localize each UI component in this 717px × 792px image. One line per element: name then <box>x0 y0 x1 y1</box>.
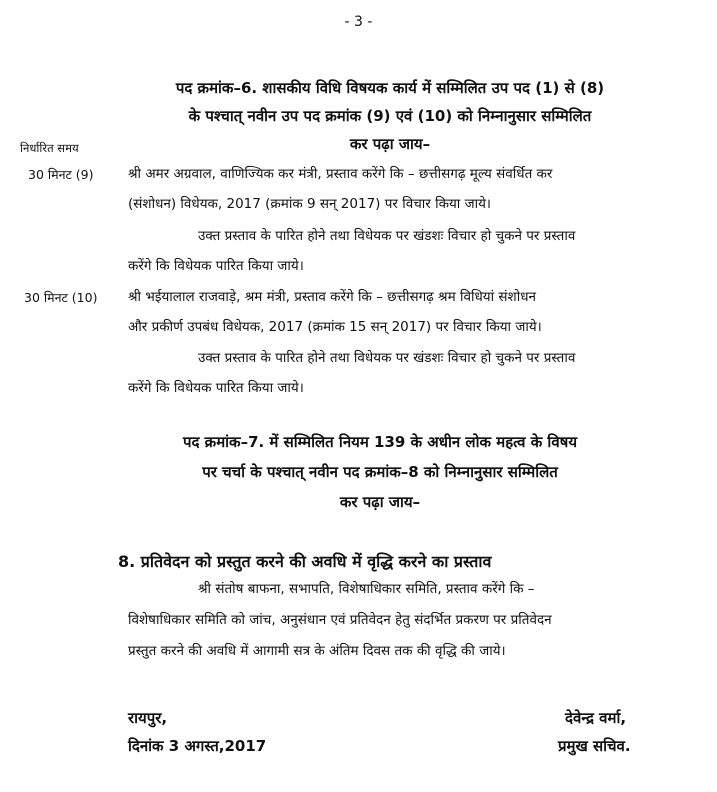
item-10-followup-line-2: करेंगे कि विधेयक पारित किया जाये। <box>128 380 304 396</box>
signatory-name: देवेन्द्र वर्मा, <box>565 709 627 727</box>
section3-line-2: विशेषाधिकार समिति को जांच, अनुसंधान एवं प्रतिवेदन हेतु संदर्भित प्रकरण पर प्रतिवेदन <box>128 612 552 628</box>
time-column-label: निर्धारित समय <box>20 141 79 155</box>
section3-line-1: श्री संतोष बाफना, सभापति, विशेषाधिकार समिति, प्रस्ताव करेंगे कि – <box>198 581 535 597</box>
section1-heading-line-3: कर पढ़ा जाय– <box>349 135 431 153</box>
item-10-line-1: श्री भईयालाल राजवाड़े, श्रम मंत्री, प्रस्ताव करेंगे कि – छत्तीसगढ़ श्रम विधियां संशोधन <box>128 289 536 305</box>
signatory-title: प्रमुख सचिव. <box>558 737 631 755</box>
page-number: - 3 - <box>344 14 373 30</box>
item-10-time: 30 मिनट (10) <box>24 290 98 305</box>
section2-heading-line-1: पद क्रमांक–7. में सम्मिलित नियम 139 के अधीन लोक महत्व के विषय <box>182 433 578 451</box>
section1-heading-line-1: पद क्रमांक–6. शासकीय विधि विषयक कार्य में सम्मिलित उप पद (1) से (8) <box>175 79 605 97</box>
item-9-followup-line-2: करेंगे कि विधेयक पारित किया जाये। <box>128 258 304 274</box>
item-9-time: 30 मिनट (9) <box>28 167 94 182</box>
section3-line-3: प्रस्तुत करने की अवधि में आगामी सत्र के अंतिम दिवस तक की वृद्धि की जाये। <box>128 643 506 659</box>
section2-heading-line-3: कर पढ़ा जाय– <box>339 493 421 511</box>
section3-title: 8. प्रतिवेदन को प्रस्तुत करने की अवधि में वृद्धि करने का प्रस्ताव <box>118 552 492 571</box>
place: रायपुर, <box>128 709 168 727</box>
date: दिनांक 3 अगस्त,2017 <box>128 737 267 755</box>
section2-heading-line-2: पर चर्चा के पश्चात् नवीन पद क्रमांक–8 को निम्नानुसार सम्मिलित <box>202 463 558 481</box>
item-9-line-2: (संशोधन) विधेयक, 2017 (क्रमांक 9 सन् 2017) पर विचार किया जाये। <box>128 196 492 212</box>
item-10-line-2: और प्रकीर्ण उपबंध विधेयक, 2017 (क्रमांक 15 सन् 2017) पर विचार किया जाये। <box>128 319 542 335</box>
section1-heading-line-2: के पश्चात् नवीन उप पद क्रमांक (9) एवं (10) को निम्नानुसार सम्मिलित <box>188 107 592 125</box>
item-9-line-1: श्री अमर अग्रवाल, वाणिज्यिक कर मंत्री, प्रस्ताव करेंगे कि – छत्तीसगढ़ मूल्य संवर्धित कर <box>128 166 553 182</box>
item-9-followup-line-1: उक्त प्रस्ताव के पारित होने तथा विधेयक पर खंडशः विचार हो चुकने पर प्रस्ताव <box>198 228 576 244</box>
item-10-followup-line-1: उक्त प्रस्ताव के पारित होने तथा विधेयक पर खंडशः विचार हो चुकने पर प्रस्ताव <box>198 350 576 366</box>
